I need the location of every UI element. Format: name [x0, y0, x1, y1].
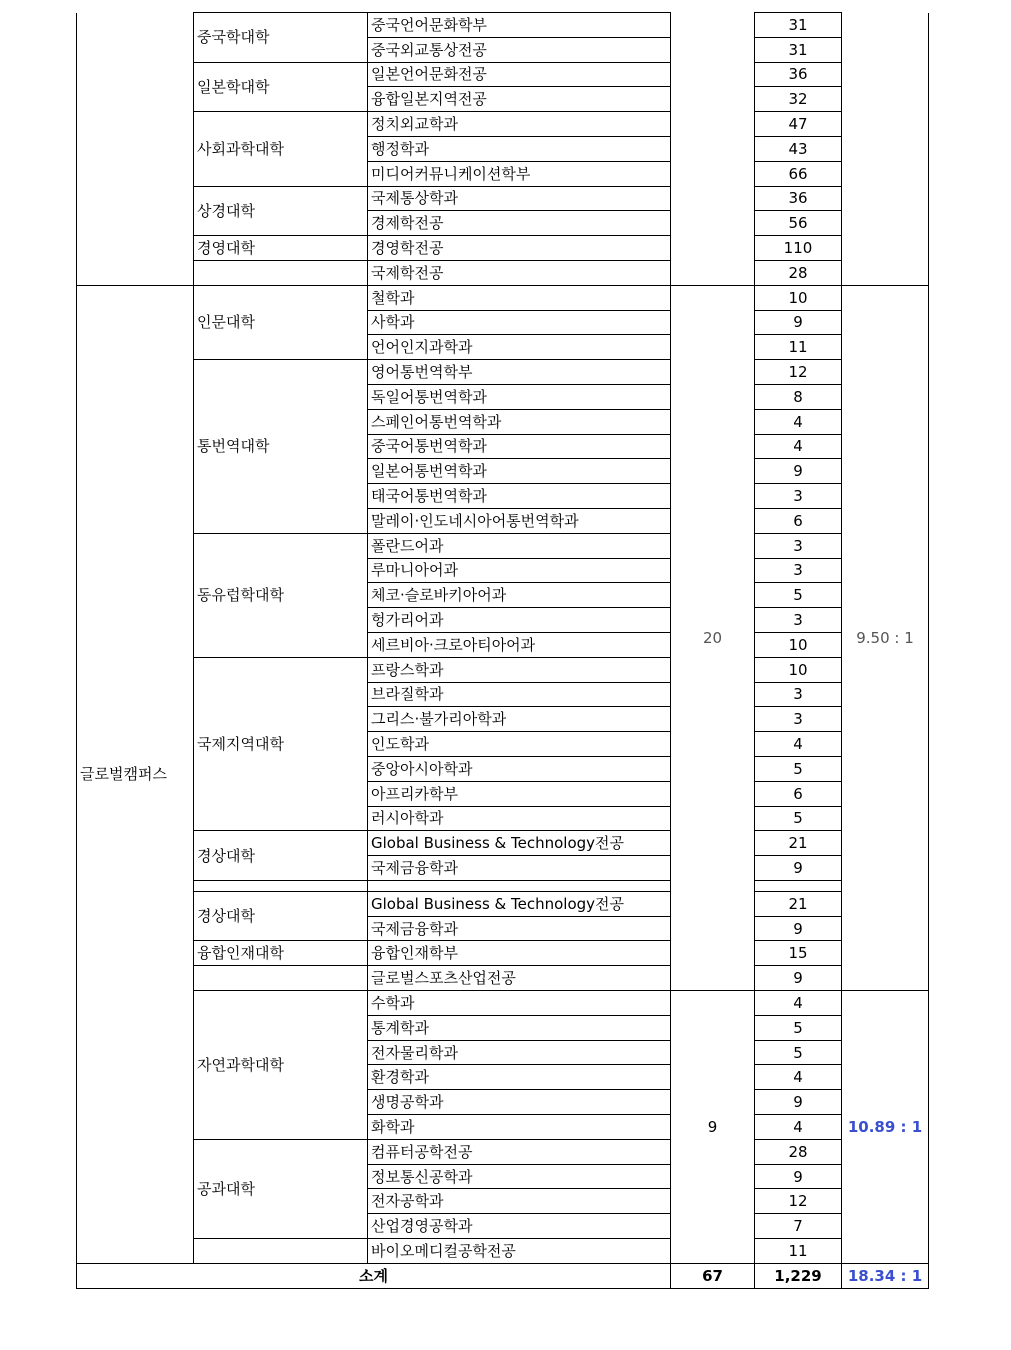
table-row: [77, 360, 929, 385]
count-cell: 21: [755, 831, 842, 856]
count-cell: 5: [755, 583, 842, 608]
dept-cell: 환경학과: [368, 1065, 671, 1090]
count-cell: 3: [755, 558, 842, 583]
quota-cell: 20: [671, 285, 755, 990]
dept-cell: 정치외교학과: [368, 112, 671, 137]
dept-cell: 중국외교통상전공: [368, 37, 671, 62]
table-row: [77, 891, 929, 916]
dept-cell: 산업경영공학과: [368, 1214, 671, 1239]
dept-cell: 영어통번역학부: [368, 360, 671, 385]
dept-cell: 경제학전공: [368, 211, 671, 236]
count-cell: 9: [755, 459, 842, 484]
count-cell: 11: [755, 1239, 842, 1264]
count-cell: 4: [755, 1065, 842, 1090]
table-row: [77, 112, 929, 137]
dept-cell: 스페인어통번역학과: [368, 409, 671, 434]
count-cell: 9: [755, 916, 842, 941]
college-cell: 자연과학대학: [194, 991, 368, 1140]
dept-cell: 철학과: [368, 285, 671, 310]
dept-cell: 세르비아·크로아티아어과: [368, 632, 671, 657]
ratio-cell: 9.50 : 1: [842, 285, 929, 990]
quota-cell: 9: [671, 991, 755, 1264]
dept-cell: 사학과: [368, 310, 671, 335]
dept-cell: 말레이·인도네시아어통번역학과: [368, 508, 671, 533]
dept-cell: [368, 880, 671, 891]
campus-cell: 글로벌캠퍼스: [77, 285, 194, 1263]
dept-cell: 국제통상학과: [368, 186, 671, 211]
dept-cell: 융합인재학부: [368, 941, 671, 966]
subtotal-ratio: 18.34 : 1: [842, 1263, 929, 1288]
admission-table: [76, 12, 929, 1289]
dept-cell: 루마니아어과: [368, 558, 671, 583]
table-row: [77, 13, 929, 38]
college-cell: 국제지역대학: [194, 657, 368, 831]
count-cell: 5: [755, 1040, 842, 1065]
college-cell: 경상대학: [194, 891, 368, 941]
dept-cell: 컴퓨터공학전공: [368, 1139, 671, 1164]
dept-cell: 러시아학과: [368, 806, 671, 831]
dept-cell: 브라질학과: [368, 682, 671, 707]
count-cell: 11: [755, 335, 842, 360]
count-cell: 8: [755, 384, 842, 409]
count-cell: 10: [755, 285, 842, 310]
count-cell: 4: [755, 409, 842, 434]
count-cell: 110: [755, 236, 842, 261]
count-cell: 5: [755, 1015, 842, 1040]
count-cell: 3: [755, 682, 842, 707]
table-row: [77, 533, 929, 558]
count-cell: 31: [755, 37, 842, 62]
dept-cell: 화학과: [368, 1115, 671, 1140]
dept-cell: 독일어통번역학과: [368, 384, 671, 409]
count-cell: 10: [755, 657, 842, 682]
count-cell: 32: [755, 87, 842, 112]
count-cell: 6: [755, 508, 842, 533]
subtotal-row: [77, 1263, 929, 1288]
count-cell: 6: [755, 781, 842, 806]
dept-cell: 바이오메디컬공학전공: [368, 1239, 671, 1264]
count-cell: 9: [755, 310, 842, 335]
dept-cell: 경영학전공: [368, 236, 671, 261]
table-row: [77, 991, 929, 1016]
count-cell: 12: [755, 1189, 842, 1214]
dept-cell: 통계학과: [368, 1015, 671, 1040]
dept-cell: 글로벌스포츠산업전공: [368, 966, 671, 991]
dept-cell: Global Business & Technology전공: [368, 891, 671, 916]
table-row: [77, 186, 929, 211]
college-cell: 동유럽학대학: [194, 533, 368, 657]
dept-cell: 중앙아시아학과: [368, 756, 671, 781]
clipped-row: [77, 880, 929, 891]
college-cell: 경상대학: [194, 831, 368, 881]
table-row: [77, 657, 929, 682]
ratio-cell: [842, 13, 929, 286]
college-cell: [194, 1239, 368, 1264]
dept-cell: 융합일본지역전공: [368, 87, 671, 112]
college-cell: 상경대학: [194, 186, 368, 236]
table-row: [77, 236, 929, 261]
college-cell: 경영대학: [194, 236, 368, 261]
count-cell: 7: [755, 1214, 842, 1239]
count-cell: 56: [755, 211, 842, 236]
dept-cell: 태국어통번역학과: [368, 484, 671, 509]
college-cell: 인문대학: [194, 285, 368, 359]
count-cell: 66: [755, 161, 842, 186]
college-cell: 융합인재대학: [194, 941, 368, 966]
dept-cell: 생명공학과: [368, 1090, 671, 1115]
count-cell: 31: [755, 13, 842, 38]
dept-cell: 국제금융학과: [368, 856, 671, 881]
quota-cell: [671, 13, 755, 286]
count-cell: 4: [755, 732, 842, 757]
dept-cell: 일본언어문화전공: [368, 62, 671, 87]
dept-cell: 전자물리학과: [368, 1040, 671, 1065]
subtotal-applicants: 1,229: [755, 1263, 842, 1288]
dept-cell: 국제금융학과: [368, 916, 671, 941]
count-cell: 3: [755, 707, 842, 732]
dept-cell: 중국언어문화학부: [368, 13, 671, 38]
dept-cell: 아프리카학부: [368, 781, 671, 806]
table-row: [77, 260, 929, 285]
table-row: [77, 966, 929, 991]
count-cell: 3: [755, 608, 842, 633]
count-cell: 15: [755, 941, 842, 966]
ratio-cell: 10.89 : 1: [842, 991, 929, 1264]
count-cell: [755, 880, 842, 891]
college-cell: [194, 880, 368, 891]
count-cell: 5: [755, 806, 842, 831]
dept-cell: 헝가리어과: [368, 608, 671, 633]
count-cell: 3: [755, 484, 842, 509]
dept-cell: 그리스·불가리아학과: [368, 707, 671, 732]
dept-cell: 폴란드어과: [368, 533, 671, 558]
count-cell: 28: [755, 1139, 842, 1164]
dept-cell: Global Business & Technology전공: [368, 831, 671, 856]
table-row: [77, 62, 929, 87]
dept-cell: 중국어통번역학과: [368, 434, 671, 459]
count-cell: 9: [755, 1090, 842, 1115]
college-cell: 통번역대학: [194, 360, 368, 534]
campus-cell: [77, 13, 194, 286]
count-cell: 36: [755, 186, 842, 211]
table-row: [77, 285, 929, 310]
count-cell: 5: [755, 756, 842, 781]
count-cell: 28: [755, 260, 842, 285]
college-cell: 일본학대학: [194, 62, 368, 112]
dept-cell: 프랑스학과: [368, 657, 671, 682]
count-cell: 9: [755, 1164, 842, 1189]
college-cell: 중국학대학: [194, 13, 368, 63]
table-row: [77, 1139, 929, 1164]
dept-cell: 전자공학과: [368, 1189, 671, 1214]
count-cell: 9: [755, 856, 842, 881]
count-cell: 12: [755, 360, 842, 385]
dept-cell: 국제학전공: [368, 260, 671, 285]
dept-cell: 행정학과: [368, 136, 671, 161]
count-cell: 4: [755, 1115, 842, 1140]
subtotal-quota: 67: [671, 1263, 755, 1288]
count-cell: 10: [755, 632, 842, 657]
table-row: [77, 1239, 929, 1264]
college-cell: 사회과학대학: [194, 112, 368, 186]
dept-cell: 체코·슬로바키아어과: [368, 583, 671, 608]
dept-cell: 미디어커뮤니케이션학부: [368, 161, 671, 186]
table-row: [77, 831, 929, 856]
college-cell: [194, 260, 368, 285]
count-cell: 43: [755, 136, 842, 161]
dept-cell: 인도학과: [368, 732, 671, 757]
college-cell: 공과대학: [194, 1139, 368, 1238]
count-cell: 47: [755, 112, 842, 137]
table-row: [77, 941, 929, 966]
dept-cell: 언어인지과학과: [368, 335, 671, 360]
count-cell: 4: [755, 434, 842, 459]
dept-cell: 일본어통번역학과: [368, 459, 671, 484]
count-cell: 9: [755, 966, 842, 991]
dept-cell: 정보통신공학과: [368, 1164, 671, 1189]
count-cell: 21: [755, 891, 842, 916]
count-cell: 36: [755, 62, 842, 87]
count-cell: 3: [755, 533, 842, 558]
college-cell: [194, 966, 368, 991]
dept-cell: 수학과: [368, 991, 671, 1016]
count-cell: 4: [755, 991, 842, 1016]
subtotal-label: 소계: [77, 1263, 671, 1288]
